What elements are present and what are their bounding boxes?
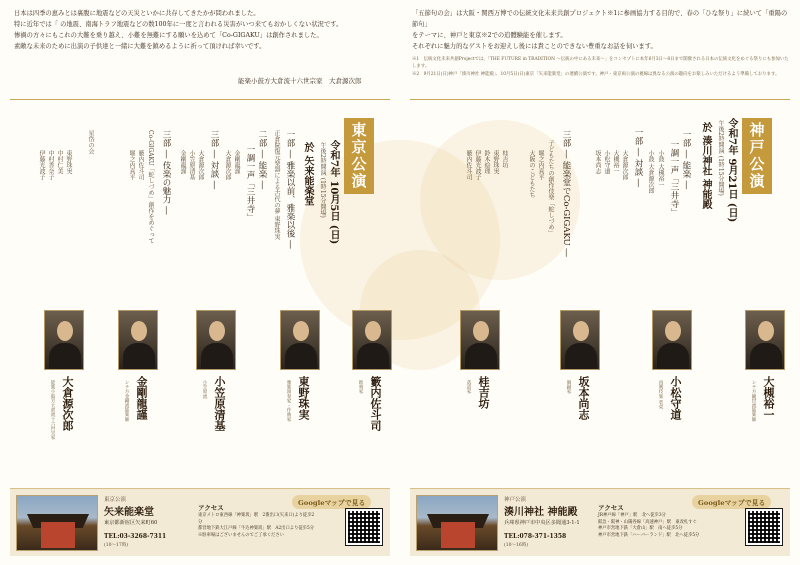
intro-line: 特に近年では「 の地震、南海トラフ地震などの数100年に一度と言われる災害がいつ来てもおかしくない状況です。 [14,21,343,28]
access-line: JR神戸線「神戸」駅 北へ徒歩3分 [598,513,666,518]
tokyo-program-item: 小笠原清基 [188,150,195,180]
kobe-program-item: 小鼓 大倉源次郎 [647,150,654,194]
performer-name: 小笠原清基 [213,376,226,431]
access-line: 神戸市営地下鉄「大倉山」駅 南へ徒歩5分 [598,526,683,532]
kobe-program-item: 一部 ― 能楽 ― [681,130,691,190]
kobe-program-item: 東野珠実 [492,150,499,174]
tokyo-program-item: 伊藤光波子 [38,150,45,180]
access-line: 阪急・阪神・山陽各線「高速神戸」駅 東改札すぐ [598,519,697,525]
tokyo-program-item: 二部 ― 能楽 ― [257,130,267,190]
performer-role: 能楽小鼓方大倉流十六世宗家 [50,380,55,440]
performer-photo [460,310,500,370]
kobe-program-item: 大倉源次郎 [621,150,628,180]
intro-line: 日本は四季の恵みとは裏腹に地震などの天災といかに共存してきたかが問われました。 [14,10,260,17]
tokyo-program-item: 堀之内真平 [128,150,135,180]
tokyo-program-item: 一部 ― 雅楽以前、雅楽以後 ― [285,130,295,249]
tokyo-program-item: 一調一声「三井寺」 [245,145,255,222]
performer-name: 籔内佐斗司 [369,376,382,431]
intro-line: をテーマに、神戸と東京※2での追體験能を催します。 [412,32,567,39]
qr-code[interactable] [346,509,382,545]
intro-line: 素敵な未来のために出演の子供達と一緒に大難を鎮めるように祈って頂ければ幸いです。 [14,43,266,50]
performer-role: 雅楽演奏家・作曲家 [286,380,291,422]
access-line: ※駐車場はございませんのでご了承ください [198,532,284,538]
venue-hours: (10〜16時) [504,543,528,548]
kobe-program-item: 小鼓 大槻裕一 [657,150,664,188]
venue-photo [16,495,98,551]
intro-text-right [412,8,792,52]
performer-name: 大倉源次郎 [61,376,74,431]
performer-name: 大槻裕一 [762,376,775,420]
kobe-date: 令和7年 9月21日 (日) [726,118,737,223]
tokyo-badge: 東京 公演 [344,118,374,194]
performer-role: 再興伎楽 装束 [658,380,663,410]
performer-role: シテ方観世流能楽師 [751,380,756,422]
access-heading: アクセス [598,504,624,512]
decorative-circle [420,120,580,280]
performer-name: 東野珠実 [297,376,310,420]
kobe-program-item: 籔内佐斗司 [465,150,472,180]
kobe-program-item: 伊藤光波子 [474,150,481,180]
kobe-program-item: 小松守道 [603,150,610,174]
access-line: 東京メトロ東西線「神楽坂」駅 2番出口(矢来口)より徒歩2分 [198,513,315,525]
footnote: ※2 9月21日(日)神戸「湊川神社 神能殿」、10月5日(日)東京「矢来能楽堂」の連續公演です。神戸・東京両公演の視線は異なる公演の趣向をお楽しみいただけるよう準備しております。 [412,71,780,77]
tokyo-program-item: 大倉源次郎 [197,150,204,180]
kobe-badge: 神戸 公演 [742,118,772,194]
venue-tel: TEL:03-3268-7311 [104,533,167,540]
signature: 能楽小鼓方大倉流十六世宗家 大倉源次郎 [238,77,362,85]
performer-role: シテ方金剛流能楽師 [124,380,129,422]
tokyo-date: 令和7年 10月5日 (日) [328,140,339,245]
tokyo-program-item: 三部 ― 伎楽の魅力 ― [161,130,171,215]
tokyo-program-item: 中村香奈子 [47,150,54,180]
performer-role: 落語家 [466,380,471,394]
kobe-program-item: 一調一声「三井寺」 [669,140,679,217]
kobe-program-item: 大槻裕一 [612,150,619,174]
tokyo-program-item: 金剛龍謹 [233,150,240,174]
performer-role: 小笠原流 [202,380,207,399]
venue-address: 兵庫県神戸市中央区多聞通3-1-1 [504,520,580,526]
tokyo-program-item: Co-GIGAKU「蛇しづめ」創作をめぐって [147,130,154,244]
access-line: 都営地下鉄大江戸線「牛込神楽坂」駅 A2出口より徒歩5分 [198,526,314,532]
kobe-program-item: 堀之内真平 [537,150,544,180]
kobe-program-item: 子どもたちの創作伎楽「蛇しづめ」 [547,140,554,236]
venue-hours: (10〜17時) [104,543,128,548]
performer-photo [118,310,158,370]
venue-tag: 東京公演 [104,497,127,503]
performer-photo [196,310,236,370]
tokyo-venue-footer [10,488,390,556]
tokyo-program-item: 星岱の会 [87,130,94,154]
kobe-program-item: 大阪のこどもたち [528,150,535,198]
performer-photo [280,310,320,370]
tokyo-program-item: 中村仁美 [56,150,63,174]
performer-role: 彫刻家 [358,380,363,394]
tokyo-program-item: 三部 ― 対談 ― [209,130,219,190]
performer-name: 桂吉坊 [477,376,490,409]
tokyo-program-item: 東野珠実 [65,150,72,174]
venue-address: 東京都新宿区矢来町60 [104,520,158,526]
venue-tel: TEL:078-371-1358 [504,533,567,540]
intro-text-left [14,8,396,52]
access-info [198,513,318,539]
intro-line: それぞれに魅力的なゲストをお迎えし後には貴ことのできない豊重なお話を伺います。 [412,43,657,50]
access-heading: アクセス [198,504,224,512]
tokyo-program-item: 金剛龍謹 [179,150,186,174]
performer-name: 小松守道 [669,376,682,420]
performer-photo [745,310,785,370]
access-info [598,513,718,539]
qr-code[interactable] [746,509,782,545]
performer-photo [652,310,692,370]
performer-name: 金剛龍謹 [135,376,148,420]
venue-photo [416,495,498,551]
divider [410,99,790,100]
performer-name: 坂本尚志 [577,376,590,420]
performer-role: 舞踊家 [566,380,571,394]
kobe-program-item: 一部 ― 対談 ― [633,128,643,188]
access-line: 神戸市営地下鉄「ハーバーランド」駅 北へ徒歩5分 [598,532,700,538]
google-map-button[interactable]: Googleマップで見る [692,495,771,509]
performer-photo [560,310,600,370]
footnote: ※1 伝統文化未来共創Projectでは、「THE FUTURE in TRADITION ～伝統の中にある未来～」をコンセプトに本年6月3日～8日まで開催される日本の伝統文化をめぐる祭りにも参加いたします。 [412,57,789,70]
kobe-venue-footer [410,488,790,556]
intro-line: 惨禍の方々にもこれの大難を乗り越え、小難を無難にする願いを込めて「Co-GIGAKU」は創作されました。 [14,32,323,39]
kobe-program-item: 鈴木絵理 [483,150,490,174]
kobe-program-item: 坂本尚志 [594,150,601,174]
tokyo-program-item: 正倉院復元楽器による古代の夢 東野珠実 [273,130,280,240]
venue-tag: 神戸公演 [504,497,527,503]
kobe-program-item: 桂吉坊 [501,150,508,168]
venue-name: 湊川神社 神能殿 [504,507,578,518]
performer-photo [352,310,392,370]
intro-line: 「五節句の会」は大阪・関西万博での伝統文化未来共創プロジェクト※1に参画協力する目的で、春の「ひな祭り」に続いて「重陽の節句」 [412,10,788,28]
tokyo-time: 午後2時開演 (1時15分開場) [319,142,326,218]
google-map-button[interactable]: Googleマップで見る [292,495,371,509]
footnotes [412,56,790,78]
kobe-venue: 於 湊川神社 神能殿 [700,122,711,209]
tokyo-program-item: 大倉源次郎 [224,150,231,180]
kobe-program-item: 三部 ― 能楽堂でCo-GIGAKU ― [561,130,571,257]
tokyo-venue: 於 矢来能楽堂 [302,142,313,206]
kobe-time: 午後2時開演 (1時15分開場) [717,120,724,196]
divider [10,99,390,100]
tokyo-program-item: 籔内佐斗司 [137,150,144,180]
venue-name: 矢来能楽堂 [104,507,154,518]
performer-photo [44,310,84,370]
